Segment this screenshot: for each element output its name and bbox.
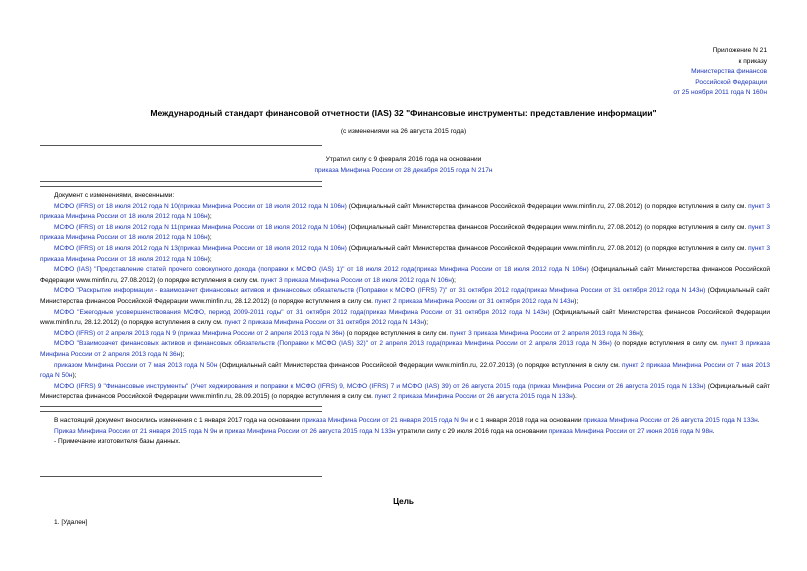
change-tail: ); bbox=[574, 297, 579, 305]
change-item bbox=[40, 329, 770, 340]
note-text: . bbox=[757, 417, 760, 424]
change-item bbox=[40, 382, 770, 403]
change-order-link[interactable]: (приказ Минфина России от 2 апреля 2013 года N 36н) bbox=[175, 329, 345, 337]
note-text: и bbox=[217, 427, 225, 435]
appendix-link[interactable]: Министерства финансов bbox=[691, 68, 767, 76]
note-paragraph bbox=[40, 416, 770, 427]
change-text: (о порядке вступления в силу см. bbox=[344, 329, 450, 337]
change-ref-link[interactable]: пункт 3 приказа Минфина России от 18 июля 2012 года N 106н bbox=[40, 223, 770, 242]
change-tail: ); bbox=[180, 350, 185, 358]
change-order-link[interactable]: (приказ Минфина России от 26 августа 2015 года N 133н) bbox=[525, 382, 706, 390]
change-link[interactable]: приказом Минфина России от 7 мая 2013 года N 50н bbox=[54, 361, 218, 369]
document-subtitle: (с изменениями на 26 августа 2015 года) bbox=[340, 128, 467, 135]
change-item bbox=[40, 339, 770, 360]
change-item bbox=[40, 223, 770, 244]
change-ref-link[interactable]: пункт 3 приказа Минфина России от 2 апреля 2013 года N 36н bbox=[40, 340, 770, 358]
change-text: (Официальный сайт Министерства финансов Российской Федерации www.minfin.ru, 27.08.2012) (о порядке вступления в силу см. bbox=[346, 223, 749, 231]
section-heading: Цель bbox=[393, 497, 414, 506]
change-ref-link[interactable]: пункт 2 приказа Минфина России от 7 мая 2013 года N 50н bbox=[40, 361, 770, 380]
change-link[interactable]: МСФО "Взаимозачет финансовых активов и финансовых обязательств (Поправки к МСФО (IAS) 32)" от 2 апреля 2013 года bbox=[54, 340, 440, 348]
change-tail: ). bbox=[572, 393, 577, 401]
change-order-link[interactable]: (приказ Минфина России от 18 июля 2012 года N 106н) bbox=[177, 223, 347, 231]
change-item bbox=[40, 265, 770, 286]
changes-list bbox=[40, 191, 770, 403]
note-text: утратили силу с 29 июля 2016 года на основании bbox=[395, 427, 549, 435]
change-tail: ); bbox=[639, 329, 644, 337]
note-link[interactable]: приказа Минфина России от 26 августа 2015 года N 133н bbox=[583, 417, 758, 424]
change-text: (Официальный сайт Министерства финансов Российской Федерации www.minfin.ru, 28.12.2012) (о порядке вступления в силу см. bbox=[40, 308, 771, 327]
change-ref-link[interactable]: пункт 3 приказа Минфина России от 18 июля 2012 года N 106н bbox=[40, 244, 771, 263]
note-paragraph: - Примечание изготовителя базы данных. bbox=[54, 438, 181, 446]
change-tail: ); bbox=[207, 213, 212, 221]
change-ref-link[interactable]: пункт 3 приказа Минфина России от 18 июля 2012 года N 106н bbox=[40, 202, 771, 221]
change-link[interactable]: МСФО "Ежегодные усовершенствования МСФО, период 2009-2011 годы" от 31 октября 2012 года bbox=[54, 308, 364, 316]
change-tail: ); bbox=[207, 234, 212, 242]
change-ref-link[interactable]: пункт 2 приказа Минфина России от 26 августа 2015 года N 133н bbox=[374, 393, 573, 401]
divider bbox=[40, 406, 322, 407]
change-ref-link[interactable]: пункт 3 приказа Минфина России от 18 июля 2012 года N 106н bbox=[260, 276, 452, 284]
change-order-link[interactable]: (приказ Минфина России от 31 октября 2012 года N 143н) bbox=[524, 287, 706, 295]
change-order-link[interactable]: (приказ Минфина России от 2 апреля 2013 года N 36н) bbox=[439, 340, 612, 348]
notes-block bbox=[40, 416, 770, 448]
note-link[interactable]: приказ Минфина России от 26 августа 2015 года N 133н bbox=[224, 427, 396, 435]
change-order-link[interactable]: (приказ Минфина России от 18 июля 2012 года N 106н) bbox=[414, 266, 589, 274]
change-tail: ); bbox=[424, 319, 429, 327]
change-link[interactable]: МСФО (IFRS) от 18 июля 2012 года N 13 bbox=[54, 244, 178, 252]
change-text: (Официальный сайт Министерства финансов Российской Федерации www.minfin.ru, 22.07.2013) (о порядке вступления в силу см. bbox=[217, 361, 623, 369]
note-link[interactable]: приказа Минфина России от 27 июня 2016 года N 98н bbox=[548, 427, 713, 435]
change-link[interactable]: МСФО (IAS) "Представление статей прочего совокупного дохода (поправки к МСФО (IAS) 1)" от 18 июля 2012 года bbox=[54, 266, 415, 274]
appendix-link[interactable]: от 25 ноября 2011 года N 160н bbox=[673, 89, 767, 97]
appendix-link[interactable]: Российской Федерации bbox=[695, 78, 767, 86]
note-link[interactable]: приказа Минфина России от 21 января 2015 года N 9н bbox=[302, 417, 468, 424]
change-item bbox=[40, 244, 770, 265]
change-link[interactable]: МСФО (IFRS) от 2 апреля 2013 года N 9 bbox=[54, 329, 176, 337]
lost-force-link[interactable]: приказа Минфина России от 28 декабря 2015 года N 217н bbox=[314, 166, 493, 174]
change-text: (Официальный сайт Министерства финансов Российской Федерации www.minfin.ru, 28.09.2015) (о порядке вступления в силу см. bbox=[40, 382, 771, 401]
change-tail: ); bbox=[72, 372, 77, 380]
lost-force-block bbox=[0, 155, 807, 177]
note-text: В настоящий документ вносились изменения с 1 января 2017 года на основании bbox=[54, 417, 302, 424]
appendix-block bbox=[567, 46, 767, 99]
change-text: (Официальный сайт Министерства финансов Российской Федерации www.minfin.ru, 27.08.2012) (о порядке вступления в силу см. bbox=[40, 266, 770, 284]
change-item bbox=[40, 286, 770, 307]
note-text: и с 1 января 2018 года на основании bbox=[467, 417, 584, 424]
divider bbox=[40, 411, 322, 412]
list-item: 1. [Удален] bbox=[54, 519, 88, 526]
document-title: Международный стандарт финансовой отчетности (IAS) 32 "Финансовые инструменты: представление информации" bbox=[150, 108, 657, 118]
appendix-line: Приложение N 21 bbox=[712, 47, 767, 54]
change-tail: ); bbox=[451, 276, 456, 284]
note-link[interactable]: Приказ Минфина России от 21 января 2015 года N 9н bbox=[54, 427, 218, 435]
change-link[interactable]: МСФО (IFRS) 9 "Финансовые инструменты" (Учет хеджирования и поправки к МСФО (IFRS) 9, МСФО (IFRS) 7 и МСФО (IAS) 39) от 26 августа 2015 года bbox=[54, 382, 526, 390]
divider bbox=[40, 186, 322, 187]
change-link[interactable]: МСФО "Раскрытие информации - взаимозачет финансовых активов и финансовых обязательств (Поправки к МСФО (IFRS) 7)" от 31 октября 2012 года bbox=[54, 287, 525, 295]
change-text: (Официальный сайт Министерства финансов Российской Федерации www.minfin.ru, 27.08.2012) (о порядке вступления в силу см. bbox=[346, 244, 749, 252]
change-ref-link[interactable]: пункт 2 приказа Минфина России от 31 октября 2012 года N 143н bbox=[224, 319, 425, 327]
change-order-link[interactable]: (приказ Минфина России от 31 октября 2012 года N 143н) bbox=[363, 308, 550, 316]
changes-header: Документ с изменениями, внесенными: bbox=[54, 192, 175, 199]
divider bbox=[40, 476, 322, 477]
divider bbox=[40, 145, 322, 146]
change-text: (Официальный сайт Министерства финансов Российской Федерации www.minfin.ru, 28.12.2012) (о порядке вступления в силу см. bbox=[40, 287, 771, 305]
change-text: (Официальный сайт Министерства финансов Российской Федерации www.minfin.ru, 27.08.2012) (о порядке вступления в силу см. bbox=[346, 202, 749, 210]
change-order-link[interactable]: (приказ Минфина России от 18 июля 2012 года N 106н) bbox=[177, 202, 347, 210]
divider bbox=[40, 181, 322, 182]
note-paragraph bbox=[40, 427, 770, 438]
change-tail: ); bbox=[207, 255, 212, 263]
change-item bbox=[40, 361, 770, 382]
appendix-line: к приказу bbox=[738, 57, 767, 65]
change-text: (о порядке вступления в силу см. bbox=[611, 340, 722, 348]
change-item bbox=[40, 308, 770, 329]
change-link[interactable]: МСФО (IFRS) от 18 июля 2012 года N 10 bbox=[54, 202, 178, 210]
change-link[interactable]: МСФО (IFRS) от 18 июля 2012 года N 11 bbox=[54, 223, 178, 231]
change-order-link[interactable]: (приказ Минфина России от 18 июля 2012 года N 106н) bbox=[177, 244, 347, 252]
change-ref-link[interactable]: пункт 2 приказа Минфина России от 31 октября 2012 года N 143н bbox=[374, 297, 575, 305]
change-ref-link[interactable]: пункт 3 приказа Минфина России от 2 апреля 2013 года N 36н bbox=[449, 329, 640, 337]
change-item bbox=[40, 202, 770, 223]
note-text: . bbox=[712, 427, 715, 435]
lost-force-text: Утратил силу с 9 февраля 2016 года на основании bbox=[325, 156, 482, 163]
